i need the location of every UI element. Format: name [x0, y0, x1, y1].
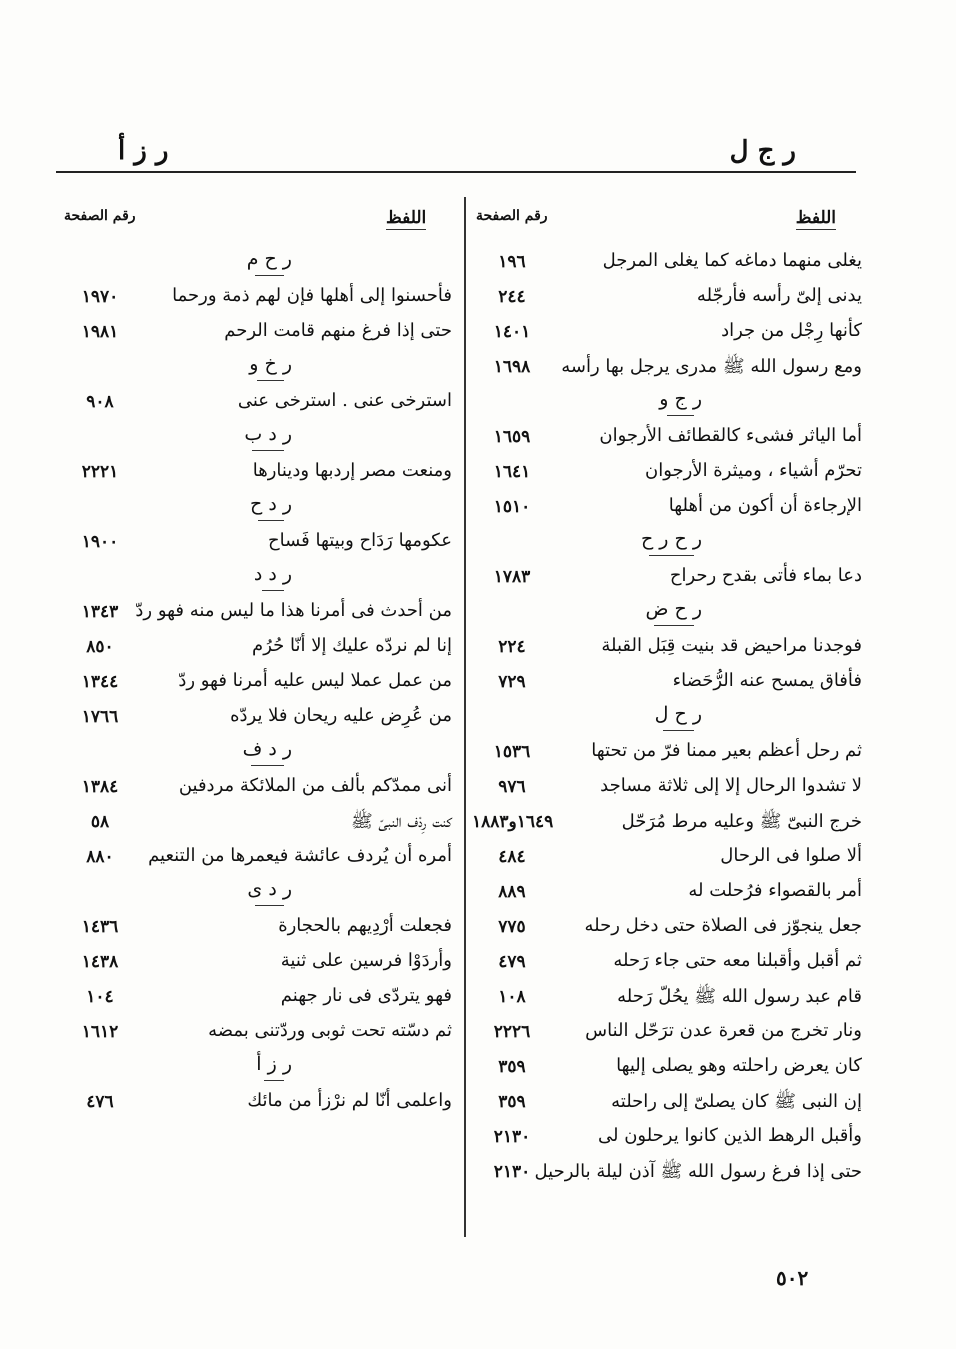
entry-page-number: ٨٨٩ — [498, 882, 526, 902]
index-entry — [472, 841, 862, 876]
entry-phrase: استرخى عنى . استرخى عنى — [237, 390, 452, 411]
entry-page-number: ٢١٣٠ — [493, 1162, 531, 1182]
entry-page-number: ٤٧٩ — [498, 952, 526, 972]
left-column — [60, 246, 452, 1121]
entry-phrase: فأفاق يمسح عنه الرُّحَضاء — [672, 670, 862, 691]
index-entry — [60, 596, 452, 631]
entry-phrase: وأقبل الرهط الذين كانوا يرحلون لى — [597, 1125, 862, 1146]
index-entry — [472, 1016, 862, 1051]
entry-page-number: ١٦٩٨ — [493, 357, 531, 377]
entry-phrase: من أحدث فى أمرنا هذا ما ليس منه فهو ردّ — [135, 600, 452, 621]
entry-page-number: ١٩٨١ — [81, 322, 119, 342]
root-heading: ر خ و — [249, 353, 292, 375]
entry-phrase: حتى إذا فرغ منهم قامت الرحم — [224, 320, 452, 341]
entry-phrase: ثم رحل أعظم بعير ممنا فرّ من تحتها — [591, 740, 862, 761]
entry-page-number: ١٤٠١ — [493, 322, 531, 342]
root-heading-row — [472, 701, 862, 736]
root-heading: ر د ب — [244, 423, 292, 445]
index-entry — [472, 946, 862, 981]
entry-phrase: دعا بماء فأتى بقدح رحراح — [669, 565, 862, 586]
index-entry — [472, 561, 862, 596]
entry-phrase: خرج النبىّ ﷺ وعليه مرط مُرَحّل — [621, 811, 862, 832]
left-heading-page: رقم الصفحة — [64, 208, 136, 224]
entry-phrase: ونار تخرج من قعرة عدن ترَحّل الناس — [585, 1020, 862, 1041]
entry-page-number: ١٧٦٦ — [81, 707, 119, 727]
entry-page-number: ١٦٥٩ — [493, 427, 531, 447]
root-heading: ر د ف — [242, 738, 292, 760]
index-entry — [60, 841, 452, 876]
entry-page-number: ٥٨ — [90, 812, 110, 832]
index-entry — [472, 281, 862, 316]
entry-page-number: ٢١٣٠ — [493, 1127, 531, 1147]
index-entry — [60, 771, 452, 806]
entry-page-number: ١٤٣٦ — [81, 917, 119, 937]
entry-page-number: ١٠٤ — [86, 987, 114, 1007]
entry-page-number: ٢٢٢٦ — [493, 1022, 531, 1042]
entry-page-number: ١٥٣٦ — [493, 742, 531, 762]
right-heading-word: اللفظ — [795, 208, 836, 228]
root-heading-row — [472, 386, 862, 421]
index-entry — [472, 631, 862, 666]
index-entry — [472, 736, 862, 771]
entry-phrase: من عُرِض عليه ريحان فلا يردّه — [230, 705, 452, 726]
entry-page-number: ١٣٤٤ — [81, 672, 119, 692]
index-entry — [60, 386, 452, 421]
index-entry — [60, 281, 452, 316]
index-entry — [472, 351, 862, 386]
entry-phrase: الإرجاءة أن أكون من أهلها — [668, 495, 862, 516]
entry-page-number: ١٣٨٤ — [81, 777, 119, 797]
entry-phrase: كنت رِدْف النبىّ ﷺ — [350, 811, 452, 832]
left-heading-word: اللفظ — [386, 208, 427, 228]
entry-page-number: ٨٨٠ — [86, 847, 114, 867]
entry-phrase: كان يعرض راحلته وهو يصلى إليها — [616, 1055, 862, 1076]
entry-phrase: أمره أن يُردف عائشة فيعمرها من التنعيم — [148, 845, 452, 866]
root-heading: ر ز أ — [256, 1053, 292, 1075]
page-number: ٥٠٢ — [776, 1266, 809, 1290]
entry-page-number: ١٩٧٠ — [81, 287, 119, 307]
entry-phrase: أمر بالقصواء فرُحلت له — [688, 880, 862, 901]
entry-phrase: وأردَوْا فرسين على ثنية — [280, 950, 452, 971]
index-entry — [60, 701, 452, 736]
entry-page-number: ٣٥٩ — [498, 1057, 526, 1077]
root-heading: ر ح ر ح — [641, 528, 702, 550]
root-heading-row — [60, 1051, 452, 1086]
right-column — [472, 246, 862, 1191]
root-heading-row — [60, 561, 452, 596]
index-entry — [472, 981, 862, 1016]
entry-phrase: كأنها رِجْل من جراد — [721, 320, 862, 341]
entry-page-number: ٢٢٢١ — [81, 462, 119, 482]
entry-page-number: ٨٥٠ — [86, 637, 114, 657]
entry-phrase: فأحسنوا إلى أهلها فإن لهم ذمة ورحما — [172, 285, 452, 306]
entry-phrase: تحرّم أشياء ، وميثرة الأرجوان — [644, 460, 862, 481]
right-heading-page: رقم الصفحة — [476, 208, 548, 224]
entry-page-number: ١٥١٠ — [493, 497, 531, 517]
entry-page-number: ٩٠٨ — [86, 392, 114, 412]
root-heading: ر ج و — [659, 388, 702, 410]
root-heading-row — [60, 736, 452, 771]
entry-phrase: واعلمى أنّا لم نرْزأ من مائك — [247, 1090, 452, 1111]
entry-page-number: ٩٧٦ — [498, 777, 526, 797]
entry-phrase: إن النبى ﷺ كان يصلىّ إلى راحلته — [611, 1091, 862, 1112]
entry-phrase: فوجدنا مراحيض قد بنيت قِبَل القبلة — [601, 635, 862, 656]
index-entry — [472, 246, 862, 281]
index-entry — [472, 1086, 862, 1121]
index-entry — [472, 421, 862, 456]
entry-phrase: فجعلت أرْدِيهم بالحجارة — [278, 915, 452, 936]
index-entry — [60, 1016, 452, 1051]
entry-page-number: ٧٧٥ — [498, 917, 526, 937]
index-entry — [472, 876, 862, 911]
entry-page-number: ٣٥٩ — [498, 1092, 526, 1112]
root-heading: ر ح ض — [645, 598, 702, 620]
index-entry — [60, 806, 452, 841]
entry-phrase: فهو يتردّى فى نار جهنم — [280, 985, 452, 1006]
entry-page-number: ٤٨٤ — [498, 847, 526, 867]
column-divider — [464, 197, 466, 1237]
entry-phrase: لا تشدوا الرحال إلا إلى ثلاثة مساجد — [600, 775, 862, 796]
entry-phrase: ألا صلوا فى الرحال — [720, 845, 862, 866]
index-entry — [60, 631, 452, 666]
entry-phrase: يغلى منهما دماغه كما يغلى المرجل — [602, 250, 862, 271]
entry-page-number: ١٣٤٣ — [81, 602, 119, 622]
index-entry — [472, 666, 862, 701]
entry-phrase: ومع رسول الله ﷺ مدرى يرجل بها رأسه — [561, 356, 862, 377]
index-entry — [472, 911, 862, 946]
root-heading-row — [60, 421, 452, 456]
index-entry — [60, 316, 452, 351]
index-entry — [472, 1156, 862, 1191]
entry-page-number: ١٩٦ — [498, 252, 526, 272]
index-entry — [60, 946, 452, 981]
entry-page-number: ٢٢٤ — [498, 637, 526, 657]
entry-phrase: ثم دسّته تحت ثوبى وردّتنى بمضه — [208, 1020, 452, 1041]
entry-phrase: ثم أقبل وأقبلنا معه حتى جاء رَحله — [613, 950, 862, 971]
index-entry — [472, 456, 862, 491]
entry-phrase: إنا لم نردّه عليك إلا أنّا حُرُم — [252, 635, 452, 656]
entry-phrase: ومنعت مصر إردبها ودينارها — [252, 460, 452, 481]
entry-page-number: ١٦٤١ — [493, 462, 531, 482]
entry-page-number: ١٦١٢ — [81, 1022, 119, 1042]
header-root-right: ر ج ل — [729, 136, 796, 166]
header-rule — [56, 171, 856, 173]
entry-page-number: ٧٢٩ — [498, 672, 526, 692]
entry-phrase: أما الياثر فشىء كالقطائف الأرجوان — [599, 425, 862, 446]
index-entry — [60, 1086, 452, 1121]
index-entry — [472, 806, 862, 841]
entry-page-number: ١٧٨٣ — [493, 567, 531, 587]
index-entry — [60, 981, 452, 1016]
header-root-left: ر ز أ — [118, 136, 169, 166]
entry-page-number: ١٦٤٩و١٨٨٣ — [472, 812, 554, 832]
root-heading-row — [472, 596, 862, 631]
index-entry — [60, 666, 452, 701]
entry-phrase: أنى ممدّكم بألف من الملائكة مردفين — [178, 775, 452, 796]
entry-phrase: جعل ينجوّز فى الصلاة حتى دخل رحله — [584, 915, 862, 936]
entry-page-number: ٢٤٤ — [498, 287, 526, 307]
entry-page-number: ١٠٨ — [498, 987, 526, 1007]
root-heading: ر ح ل — [654, 703, 702, 725]
entry-phrase: يدنى إلىّ رأسه فأرجّله — [696, 285, 862, 306]
root-heading-row — [60, 491, 452, 526]
root-heading-row — [60, 876, 452, 911]
root-heading: ر د ح — [250, 493, 292, 515]
root-heading-row — [472, 526, 862, 561]
entry-page-number: ٤٧٦ — [86, 1092, 114, 1112]
index-entry — [472, 1051, 862, 1086]
index-entry — [60, 526, 452, 561]
entry-phrase: حتى إذا فرغ رسول الله ﷺ آذن ليلة بالرحيل — [534, 1161, 862, 1182]
root-heading: ر د ى — [247, 878, 292, 900]
entry-page-number: ١٩٠٠ — [81, 532, 119, 552]
index-entry — [60, 456, 452, 491]
entry-phrase: من عمل عملا ليس عليه أمرنا فهو ردّ — [178, 670, 452, 691]
index-entry — [60, 911, 452, 946]
index-entry — [472, 771, 862, 806]
root-heading: ر د د — [253, 563, 292, 585]
index-entry — [472, 1121, 862, 1156]
index-entry — [472, 316, 862, 351]
root-heading-row — [60, 351, 452, 386]
entry-page-number: ١٤٣٨ — [81, 952, 119, 972]
entry-phrase: عكومها رَدَاح وبيتها فَساح — [267, 530, 452, 551]
root-heading: ر ح م — [246, 248, 292, 270]
index-entry — [472, 491, 862, 526]
root-heading-row — [60, 246, 452, 281]
entry-phrase: قام عبد رسول الله ﷺ يحُلّ رَحله — [617, 986, 862, 1007]
